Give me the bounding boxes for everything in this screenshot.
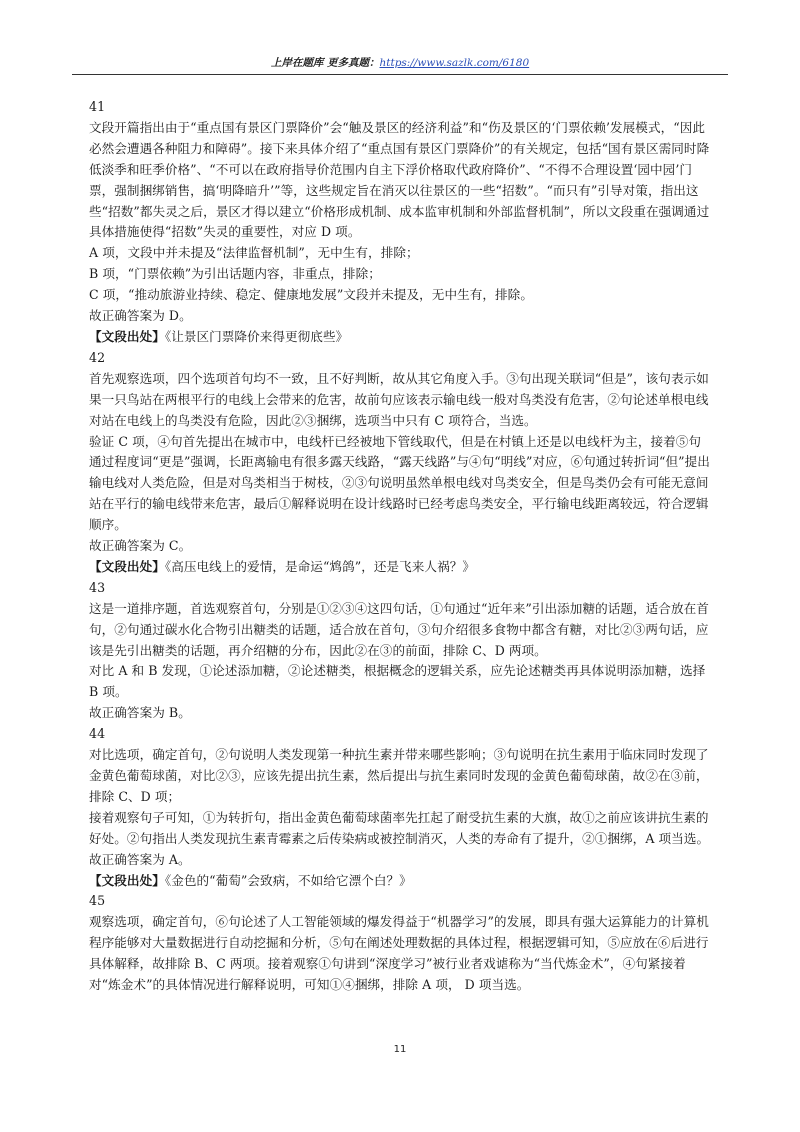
question-number-45: 45 [89, 893, 106, 909]
q42-verification: 验证 C 项，④句首先提出在城市中，电线杆已经被地下管线取代，但是在村镇上还是以电线杆为主，接着⑤句通过程度词“更是”强调，长距离输电有很多露天线路，“露天线路”与④句“明线”对应，⑥句通过转折词“但”提出输电线对人类危险，但是对鸟类相当于树枝，②③句说明虽然单根电线对鸟类安全，但是鸟类仍会有可能无意间站在平行的输电线带来危害，最后①解释说明在设计线路时已经考虑鸟类安全，平行输电线距离较远，符合逻辑顺序。 [89, 433, 710, 533]
question-number-43: 43 [89, 579, 106, 595]
q42-source [89, 557, 713, 578]
header-divider [72, 74, 728, 75]
q44-analysis: 对比选项，确定首句，②句说明人类发现第一种抗生素并带来哪些影响；③句说明在抗生素用于临床同时发现了金黄色葡萄球菌，对比②③，应该先提出抗生素，然后提出与抗生素同时发现的金黄色葡萄球菌，故②在③前，排除 C、D 项； [89, 747, 709, 804]
q43-comparison: 对比 A 和 B 发现，①论述添加糖，②论述糖类，根据概念的逻辑关系，应先论述糖类再具体说明添加糖，选择 B 项。 [89, 663, 706, 700]
q44-answer: 故正确答案为 A。 [89, 851, 191, 867]
header-prefix: 上岸在题库 更多真题： [270, 57, 380, 69]
source-title: 《金色的“葡萄”会致病，不如给它漂个白？》 [164, 872, 412, 888]
source-title: 《让景区门票降价来得更彻底些》 [164, 328, 349, 344]
q41-analysis: 文段开篇指出由于“重点国有景区门票降价”会“触及景区的经济利益”和“伤及景区的‘门票依赖’发展模式，“因此必然会遭遇各种阻力和障碍”。接下来具体介绍了“重点国有景区门票降价”的有关规定，包括“国有景区需同时降低淡季和旺季价格”、“不可以在政府指导价范围内自主下浮价格取代政府降价”、“不得不合理设置‘园中园’门票，强制捆绑销售，搞‘明降暗升’”等，这些规定旨在消灭以往景区的一些“招数”。“而只有”引导对策，指出这些“招数”都失灵之后，景区才得以建立“价格形成机制、成本监审机制和外部监督机制”，所以文段重在强调通过具体措施使得“招数”失灵的重要性，对应 D 项。 [89, 119, 710, 240]
q41-option-c: C 项，“推动旅游业持续、稳定、健康地发展”文段并未提及，无中生有，排除。 [89, 287, 533, 303]
q41-option-a: A 项，文段中并未提及“法律监督机制”，无中生有，排除； [89, 245, 419, 261]
q43-answer: 故正确答案为 B。 [89, 705, 191, 721]
q41-option-b: B 项，“门票依赖”为引出话题内容，非重点，排除； [89, 266, 381, 282]
q43-analysis: 这是一道排序题，首选观察首句，分别是①②③④这四句话，①句通过“近年来”引出添加糖的话题，适合放在首句，②句通过碳水化合物引出糖类的话题，适合放在首句，③句介绍很多食物中都含有糖，对比②③两句话，应该是先引出糖类的话题，再介绍糖的分布，因此②在③的前面，排除 C、D 两项。 [89, 600, 709, 658]
q44-source [89, 871, 713, 892]
source-label: 【文段出处】 [89, 558, 165, 574]
source-label: 【文段出处】 [89, 872, 165, 888]
q41-source [89, 327, 713, 348]
q41-answer: 故正确答案为 D。 [89, 308, 192, 324]
q44-continuation: 接着观察句子可知，①为转折句，指出金黄色葡萄球菌率先扛起了耐受抗生素的大旗，故①之前应该讲抗生素的好处。②句指出人类发现抗生素青霉素之后传染病或被控制消灭，人类的寿命有了提升，②①捆绑，A 项当选。 [89, 809, 710, 846]
q42-answer: 故正确答案为 C。 [89, 538, 192, 554]
question-number-42: 42 [89, 349, 106, 365]
q42-analysis: 首先观察选项，四个选项首句均不一致，且不好判断，故从其它角度入手。③句出现关联词“但是”，该句表示如果一只鸟站在两根平行的电线上会带来的危害，故前句应该表示输电线一般对鸟类没有危害，②句论述单根电线对站在电线上的鸟类没有危险，因此②③捆绑，选项当中只有 C 项符合，当选。 [89, 370, 709, 428]
page-content [89, 97, 713, 996]
question-number-44: 44 [89, 726, 106, 742]
header-url-link[interactable]: https://www.sazlk.com/6180 [379, 57, 530, 69]
question-number-41: 41 [89, 99, 106, 114]
page-number: 11 [393, 1044, 407, 1055]
source-title: 《高压电线上的爱情，是命运“鸩鸽”，还是飞来人祸？》 [164, 558, 476, 574]
q45-analysis: 观察选项，确定首句，⑥句论述了人工智能领域的爆发得益于“机器学习”的发展，即具有强大运算能力的计算机程序能够对大量数据进行自动挖掘和分析，⑤句在阐述处理数据的具体过程，根据逻辑可知，⑤应放在⑥后进行具体解释，故排除 B、C 两项。接着观察①句讲到“深度学习”被行业者戏谑称为“当代炼金术”，④句紧接着对“炼金术”的具体情况进行解释说明，可知①④捆绑，排除 A 项， D 项当选。 [89, 914, 709, 993]
source-label: 【文段出处】 [89, 328, 165, 344]
